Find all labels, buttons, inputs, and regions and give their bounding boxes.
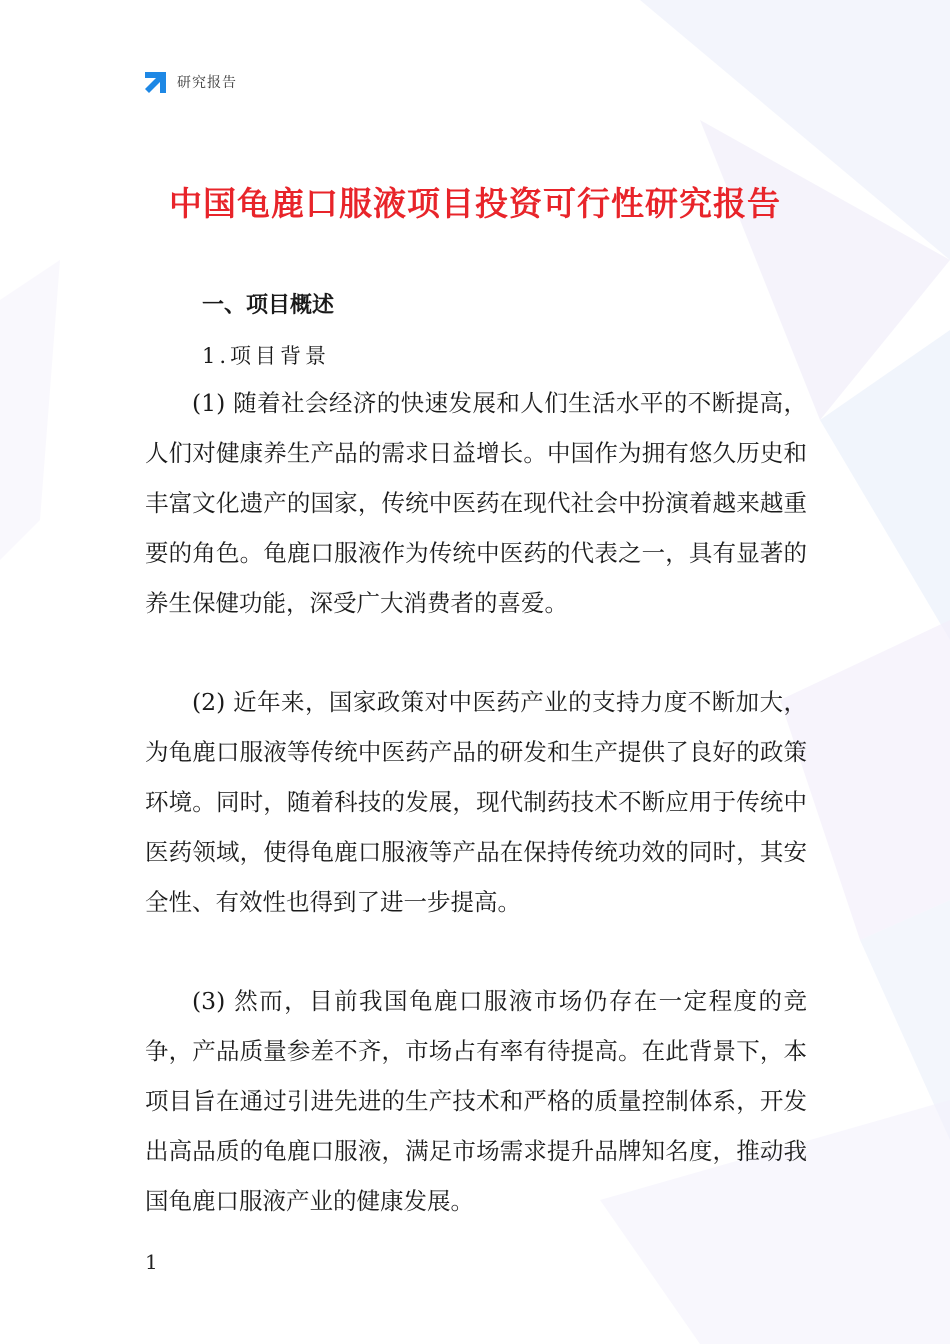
arrow-up-right-icon (143, 69, 169, 95)
page-number: 1 (145, 1250, 158, 1274)
paragraph-1: (1) 随着社会经济的快速发展和人们生活水平的不断提高，人们对健康养生产品的需求日益增长。中国作为拥有悠久历史和丰富文化遗产的国家，传统中医药在现代社会中扮演着越来越重要的角色。龟鹿口服液作为传统中医药的代表之一，具有显著的养生保健功能，深受广大消费者的喜爱。 (145, 389, 807, 617)
paragraph-2: (2) 近年来，国家政策对中医药产业的支持力度不断加大，为龟鹿口服液等传统中医药产品的研发和生产提供了良好的政策环境。同时，随着科技的发展，现代制药技术不断应用于传统中医药领域，使得龟鹿口服液等产品在保持传统功效的同时，其安全性、有效性也得到了进一步提高。 (145, 688, 807, 916)
header-label: 研究报告 (177, 75, 237, 91)
document-title: 中国龟鹿口服液项目投资可行性研究报告 (169, 184, 781, 223)
section-heading: 一、项目概述 (202, 293, 335, 318)
paragraph-3: (3) 然而，目前我国龟鹿口服液市场仍存在一定程度的竞争，产品质量参差不齐，市场占有率有待提高。在此背景下，本项目旨在通过引进先进的生产技术和严格的质量控制体系，开发出高品质的龟鹿口服液，满足市场需求提升品牌知名度，推动我国龟鹿口服液产业的健康发展。 (145, 987, 807, 1215)
subsection-heading: 1.项目背景 (202, 344, 331, 368)
document-header (143, 68, 237, 96)
